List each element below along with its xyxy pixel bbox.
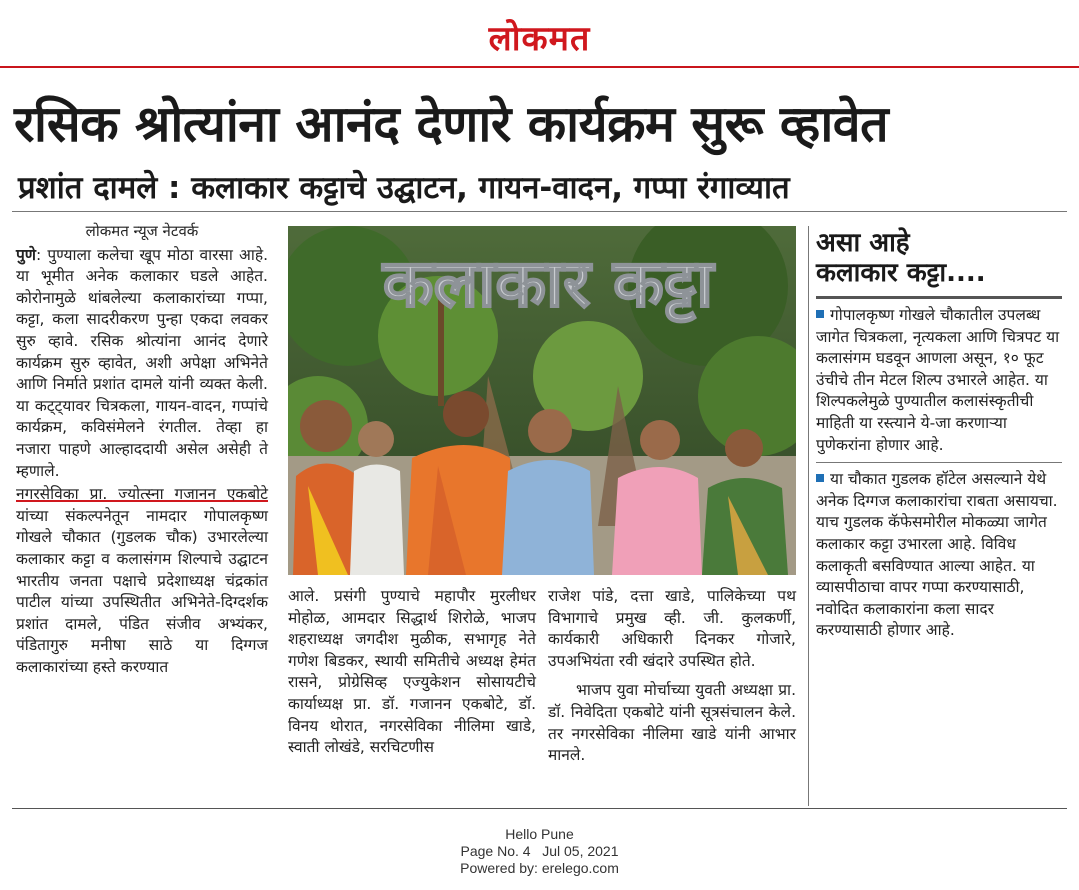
sidebar-bullet-2-text: या चौकात गुडलक हॉटेल असल्याने येथे अनेक दिग्गज कलाकारांचा राबता असायचा. याच गुडलक कॅफेसमोरील मोकळ्या जागेत कलाकार कट्टा उभारला आहे. विविध कलाकृती बसविण्यात आल्या आहेत. या व्यासपीठाचा वापर गप्पा करण्यासाठी, नवोदित कलाकारांना कला सादर करण्यासाठी होणार आहे.	[816, 470, 1058, 640]
column-3-paragraph-2: भाजप युवा मोर्चाच्या युवती अध्यक्षा प्रा. डॉ. निवेदिता एकबोटे यांनी सूत्रसंचालन केले. तर नगरसेविका नीलिमा खाडे यांनी आभार मानले.	[548, 681, 796, 765]
dateline: पुणे	[16, 245, 37, 264]
masthead-divider	[0, 66, 1079, 68]
article-column-2: आले. प्रसंगी पुण्याचे महापौर मुरलीधर मोहोळ, आमदार सिद्धार्थ शिरोळे, भाजप शहराध्यक्ष जगदीश मुळीक, सभागृह नेते गणेश बिडकर, स्थायी समितीचे अध्यक्ष हेमंत रासने, प्रोग्रेसिव्ह एज्युकेशन सोसायटीचे कार्याध्यक्ष प्रा. डॉ. गजानन एकबोटे, डॉ. विनय थोरात, नगरसेविका नीलिमा खाडे, स्वाती लोखंडे, सरचिटणीस	[288, 587, 536, 757]
sidebar-title-line-2: कलाकार कट्टा....	[816, 258, 986, 288]
event-photo	[288, 226, 796, 575]
bullet-separator	[816, 462, 1062, 463]
sidebar-title	[816, 228, 1062, 288]
sidebar-bullet-1-text: गोपालकृष्ण गोखले चौकातील उपलब्ध जागेत चित्रकला, नृत्यकला आणि चित्रपट या कलासंगम घडवून आणला असून, १० फूट उंचीचे तीन मेटल शिल्प उभारले आहेत. या शिल्पकलेमुळे पुण्यातील कलासंस्कृतीची माहिती या रस्त्याने ये-जा करणाऱ्या पुणेकरांना होणार आहे.	[816, 306, 1060, 454]
byline: लोकमत न्यूज नेटवर्क	[85, 222, 199, 240]
article-column-3	[548, 586, 796, 767]
footer-powered-by: Powered by: erelego.com	[460, 860, 619, 876]
sidebar-title-rule	[816, 296, 1062, 299]
footer-page-date: Page No. 4 Jul 05, 2021	[460, 843, 619, 859]
sidebar-title-line-1: असा आहे	[816, 228, 910, 258]
article-headline: रसिक श्रोत्यांना आनंद देणारे कार्यक्रम सुरू व्हावेत	[14, 95, 889, 153]
footer-edition: Hello Pune	[505, 826, 574, 842]
paragraph-1	[16, 245, 268, 483]
square-bullet-icon	[816, 310, 824, 318]
sidebar-bullet-1	[816, 305, 1062, 456]
paragraph-2-text: यांच्या संकल्पनेतून नामदार गोपालकृष्ण गोखले चौकात (गुडलक चौक) उभारलेल्या कलाकार कट्टा व कलासंगम शिल्पाचे उद्घाटन भारतीय जनता पक्षाचे प्रदेशाध्यक्ष चंद्रकांत पाटील यांच्या उपस्थितीत अभिनेते-दिग्दर्शक प्रशांत दामले, पंडित संजीव अभ्यंकर, पंडितागुरु मनीषा साठे या दिग्गज कलाकारांच्या हस्ते करण्यात	[16, 506, 268, 676]
sidebar-divider	[808, 226, 809, 806]
column-3-paragraph-1: राजेश पांडे, दत्ता खाडे, पालिकेच्या पथ विभागाचे प्रमुख व्ही. जी. कुलकर्णी, कार्यकारी अधिकारी दिनकर गोजारे, उपअभियंता रवी खंदारे उपस्थित होते.	[548, 587, 796, 670]
article-subheadline: प्रशांत दामले : कलाकार कट्टाचे उद्घाटन, गायन-वादन, गप्पा रंगाव्यात	[18, 170, 790, 206]
page-footer	[0, 826, 1079, 877]
paragraph-1-text: : पुण्याला कलेचा खूप मोठा वारसा आहे. या भूमीत अनेक कलाकार घडले आहेत. कोरोनामुळे थांबलेल्या कलाकारांच्या गप्पा, कट्टा, कला सादरीकरण पुन्हा एकदा लवकर सुरु व्हावे. रसिक श्रोत्यांना आनंद देणारे कार्यक्रम सुरु व्हावेत, अशी अपेक्षा अभिनेते आणि निर्माते प्रशांत दामले यांनी व्यक्त केली. या कट्ट्यावर चित्रकला, गायन-वादन, गप्पांचे कार्यक्रम, कविसंमेलने रंगतील. तेव्हा हा नजारा पाहणे आल्हाददायी असेल असेही ते म्हणाले.	[16, 245, 268, 480]
sidebar-box	[816, 228, 1062, 648]
photo-sign-text: कलाकार कट्टा	[382, 244, 714, 322]
sidebar-bullet-2	[816, 469, 1062, 642]
article-column-1	[16, 221, 268, 678]
paragraph-2	[16, 484, 268, 678]
headline-divider	[12, 211, 1067, 212]
newspaper-masthead-logo: लोकमत	[488, 19, 591, 59]
square-bullet-icon	[816, 474, 824, 482]
underlined-name: नगरसेविका प्रा. ज्योत्स्ना गजानन एकबोटे	[16, 485, 268, 504]
footer-divider	[12, 808, 1067, 809]
